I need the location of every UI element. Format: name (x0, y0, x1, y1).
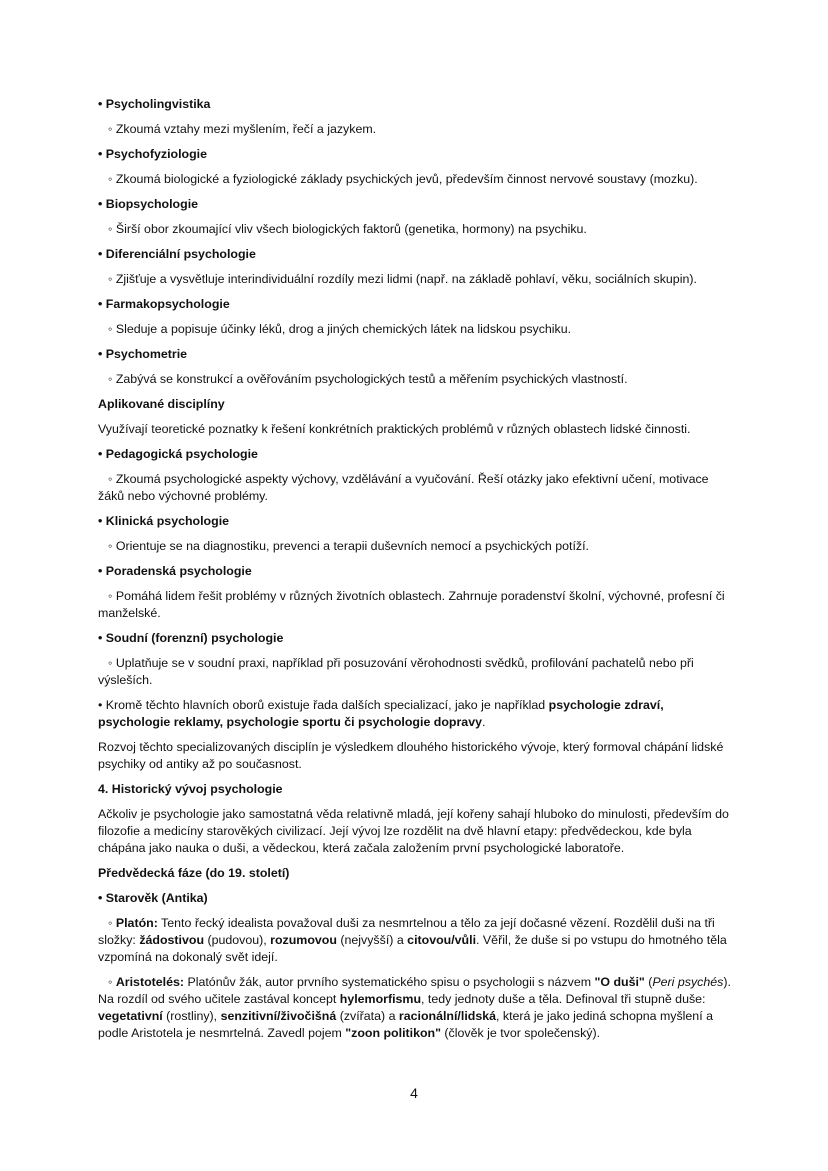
item-description: ◦ Orientuje se na diagnostiku, prevenci a terapii duševních nemocí a psychických potíží. (108, 539, 589, 553)
bold-run: vegetativní (98, 1009, 163, 1023)
bold-run: "zoon politikon" (345, 1026, 441, 1040)
italic-run: Peri psychés (652, 975, 724, 989)
item-description: ◦ Zkoumá vztahy mezi myšlením, řečí a jazykem. (108, 122, 377, 136)
bullet-glyph: ◦ (108, 975, 116, 989)
text-run: (člověk je tvor společenský). (440, 1026, 601, 1040)
text-run: (pudovou), (204, 933, 271, 947)
bold-run: "O duši" (594, 975, 645, 989)
item-description: ◦ Pomáhá lidem řešit problémy v různých životních oblastech. Zahrnuje poradenství školní, výchovné, profesní či manželské. (98, 589, 725, 620)
item-title: • Poradenská psychologie (98, 564, 252, 578)
bullet-glyph: ◦ (108, 916, 116, 930)
bold-run: senzitivní/živočišná (220, 1009, 337, 1023)
other-specializations (98, 697, 734, 731)
text-run: (zvířata) a (336, 1009, 399, 1023)
item-description: ◦ Zkoumá psychologické aspekty výchovy, vzdělávání a vyučování. Řeší otázky jako efektivní učení, motivace žáků nebo výchovné problémy. (98, 472, 709, 503)
section-intro: Využívají teoretické poznatky k řešení konkrétních praktických problémů v různých oblastech lidské činnosti. (98, 422, 691, 436)
bold-run: rozumovou (270, 933, 337, 947)
text-run: ( (644, 975, 653, 989)
bold-run: citovou/vůli (407, 933, 477, 947)
item-title: • Klinická psychologie (98, 514, 230, 528)
plato-paragraph (98, 915, 734, 966)
section-heading: Aplikované disciplíny (98, 397, 225, 411)
bold-run: Aristotelés: (115, 975, 185, 989)
era-heading: • Starověk (Antika) (98, 891, 208, 905)
item-title: • Farmakopsychologie (98, 297, 230, 311)
item-description: ◦ Širší obor zkoumající vliv všech biologických faktorů (genetika, hormony) na psychiku. (108, 222, 587, 236)
item-description: ◦ Zkoumá biologické a fyziologické základy psychických jevů, především činnost nervové soustavy (mozku). (108, 172, 698, 186)
item-title: • Psycholingvistika (98, 97, 211, 111)
item-title: • Biopsychologie (98, 197, 199, 211)
item-title: • Psychometrie (98, 347, 188, 361)
aristotle-paragraph (98, 974, 734, 1042)
bold-run: racionální/lidská (398, 1009, 497, 1023)
bold-run: psychologie zdraví, psychologie reklamy, psychologie sportu či psychologie dopravy (98, 698, 664, 729)
bold-run: hylemorfismu (339, 992, 422, 1006)
text-run: (rostliny), (162, 1009, 221, 1023)
chapter-heading: 4. Historický vývoj psychologie (98, 782, 283, 796)
item-description: ◦ Uplatňuje se v soudní praxi, například při posuzování věrohodnosti svědků, profilování pachatelů nebo při výsleších. (98, 656, 694, 687)
item-title: • Pedagogická psychologie (98, 447, 258, 461)
document-page (98, 96, 734, 1050)
text-run: . (481, 715, 486, 729)
text-run: , tedy jednoty duše a těla. Definoval tři stupně duše: (421, 992, 706, 1006)
summary-paragraph: Rozvoj těchto specializovaných disciplín je výsledkem dlouhého historického vývoje, který formoval chápání lidské psychiky od antiky až po současnost. (98, 740, 724, 771)
bold-run: Platón: (115, 916, 158, 930)
item-description: ◦ Zjišťuje a vysvětluje interindividuální rozdíly mezi lidmi (např. na základě pohlaví, věku, sociálních skupin). (108, 272, 697, 286)
text-run: • Kromě těchto hlavních oborů existuje řada dalších specializací, jako je například (98, 698, 549, 712)
chapter-intro: Ačkoliv je psychologie jako samostatná věda relativně mladá, její kořeny sahají hluboko do minulosti, především do filozofie a medicíny starověkých civilizací. Její vývoj lze rozdělit na dvě hlavní etapy: předvědeckou, kde byla chápána jako nauka o duši, a vědeckou, která začala založením první psychologické laboratoře. (98, 807, 729, 855)
item-title: • Psychofyziologie (98, 147, 207, 161)
page-number: 4 (410, 1085, 418, 1101)
text-run: Tento řecký idealista považoval duši za nesmrtelnou a tělo za její dočasné vězení. Rozdělil duši na tři složky: (98, 916, 715, 947)
text-run: Platónův žák, autor prvního systematického spisu o psychologii s názvem (184, 975, 595, 989)
item-title: • Diferenciální psychologie (98, 247, 256, 261)
item-description: ◦ Sleduje a popisuje účinky léků, drog a jiných chemických látek na lidskou psychiku. (108, 322, 572, 336)
item-title: • Soudní (forenzní) psychologie (98, 631, 284, 645)
phase-heading: Předvědecká fáze (do 19. století) (98, 866, 290, 880)
bold-run: žádostivou (139, 933, 205, 947)
text-run: . Věřil, že duše si po vstupu do hmotného těla vzpomíná na dokonalý svět idejí. (98, 933, 727, 964)
item-description: ◦ Zabývá se konstrukcí a ověřováním psychologických testů a měřením psychických vlastností. (108, 372, 628, 386)
text-run: ). Na rozdíl od svého učitele zastával koncept (98, 975, 731, 1006)
text-run: (nejvyšší) a (336, 933, 408, 947)
text-run: , která je jako jediná schopna myšlení a podle Aristotela je nesmrtelná. Zavedl pojem (98, 1009, 713, 1040)
